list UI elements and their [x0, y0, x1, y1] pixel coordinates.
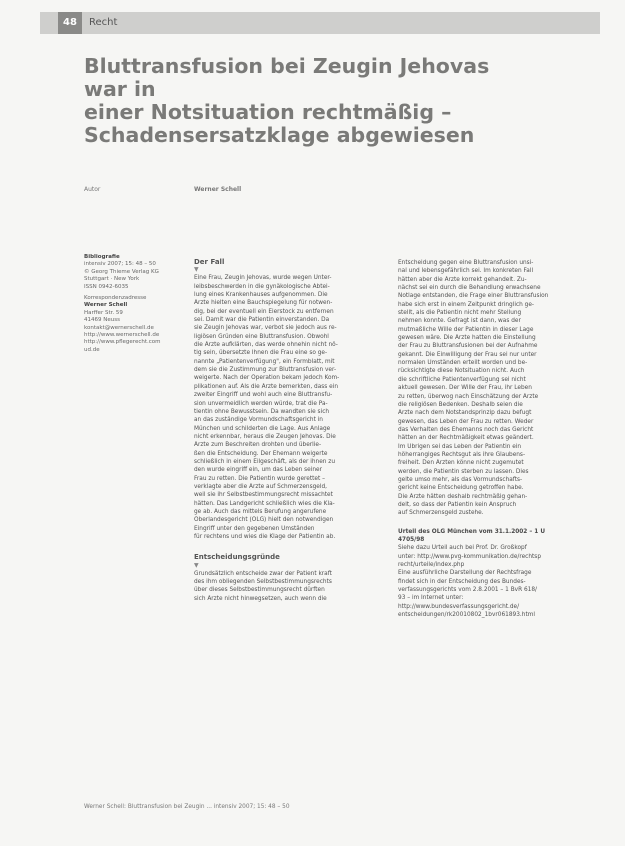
- text-line: ligiösen Gründen eine Bluttransfusion. Obwohl: [194, 333, 329, 340]
- text-line: der Frau zu Bluttransfusionen bei der Aufnahme: [398, 343, 538, 350]
- triangle-marker-icon: ▼: [194, 561, 199, 569]
- text-line: Eine Frau, Zeugin Jehovas, wurde wegen Unter-: [194, 275, 332, 282]
- text-line: auf Schmerzensgeld zustehe.: [398, 510, 484, 517]
- text-line: verklagte aber die Ärzte auf Schmerzensgeld,: [194, 483, 327, 490]
- text-line: Ärzte hielten eine Bauchspiegelung für notwen-: [194, 300, 333, 307]
- text-line: habe sich erst in einem Zeitpunkt dringlich ge-: [398, 301, 534, 308]
- text-line: Entscheidung gegen eine Bluttransfusion unsi-: [398, 260, 534, 266]
- text-line: zweiter Eingriff und wohl auch eine Bluttransfu-: [194, 392, 333, 399]
- reference-text: [398, 544, 573, 619]
- reference-line: findet sich in der Entscheidung des Bundes-: [398, 578, 526, 585]
- text-line: das Verhalten des Ehemanns noch das Gericht: [398, 426, 534, 433]
- reference-line: 93 – im Internet unter:: [398, 595, 464, 602]
- reference-line: Siehe dazu Urteil auch bei Prof. Dr. Großkopf: [398, 545, 527, 552]
- text-line: den wurde eingriff ein, um das Leben seiner: [194, 467, 322, 474]
- text-line: die Ärzte aufklärten, das werde ohnehin nicht nö-: [194, 342, 338, 349]
- text-line: tig sein, übersetzte Ihnen die Frau eine so ge-: [194, 350, 328, 357]
- section-heading-reasons: Entscheidungsgründe: [194, 553, 280, 562]
- text-line: hätten aber die Ärzte korrekt gehandelt. Zu-: [398, 276, 527, 283]
- triangle-marker-icon: ▼: [194, 266, 199, 274]
- reference-heading: [398, 528, 573, 545]
- reference-line: recht/urteile/index.php: [398, 562, 465, 569]
- text-line: nannte „Patientenverfügung", ein Formblatt, mit: [194, 358, 335, 365]
- text-line: höherrangiges Rechtsgut als ihre Glaubens-: [398, 451, 526, 458]
- reference-heading-line: Urteil des OLG München vom 31.1.2002 – 1 U: [398, 528, 546, 535]
- text-line: an das zuständige Vormundschaftsgericht in: [194, 417, 323, 424]
- text-line: sich Ärzte nicht hinwegsetzen, auch wenn die: [194, 595, 327, 602]
- text-line: Grundsätzlich entscheide zwar der Patient kraft: [194, 570, 332, 577]
- text-line: sion unvermeidlich werden würde, trat die Pa-: [194, 400, 328, 407]
- author-name: Werner Schell: [194, 186, 242, 193]
- text-line: Oberlandesgericht (OLG) hielt den notwendigen: [194, 517, 334, 524]
- text-line: tientin ohne Bewusstsein. Da wandten sie sich: [194, 408, 330, 415]
- sidebar: [84, 254, 179, 358]
- reference-line: http://www.bundesverfassungsgericht.de/: [398, 603, 520, 610]
- reasons-text: [194, 570, 369, 603]
- text-line: Ärzte nach dem Notstandsprinzip dazu befugt: [398, 410, 532, 417]
- text-line: Eingriff unter den gegebenen Umständen: [194, 525, 315, 532]
- text-line: weigerte. Nach der Operation bekam jedoch Kom-: [194, 375, 340, 382]
- text-line: die religiösen Bedenken. Deshalb seien die: [398, 401, 523, 408]
- text-line: lung eines Krankenhauses aufgenommen. Die: [194, 292, 328, 299]
- contact-email-link[interactable]: kontakt@wernerschell.de: [84, 324, 154, 331]
- text-line: nächst sei ein durch die Behandlung erwachsene: [398, 285, 541, 292]
- contact-title: Korrespondenzadresse: [84, 295, 147, 302]
- text-line: schließlich in einem Eilgeschäft, als der ihnen zu: [194, 458, 335, 465]
- biblio-line: © Georg Thieme Verlag KG: [84, 268, 159, 275]
- text-line: gelte umso mehr, als das Vormundschafts-: [398, 476, 523, 483]
- text-line: werden, die Patientin sterben zu lassen. Dies: [398, 468, 529, 475]
- text-line: Ärzte zum Beschreiten drohten und überlie-: [194, 442, 322, 449]
- contact-line: 41469 Neuss: [84, 317, 120, 324]
- text-line: München und schilderten die Lage. Aus Anlage: [194, 425, 331, 432]
- text-line: für rechtens und wies die Klage der Patientin ab.: [194, 534, 336, 540]
- text-line: rücksichtigte diese Notsituation nicht. Auch: [398, 368, 525, 375]
- text-line: gewesen wäre. Die Ärzte hatten die Einstellung: [398, 335, 536, 342]
- text-line: ge ab. Auch das mittels Berufung angerufene: [194, 508, 327, 515]
- middle-column: [194, 258, 369, 603]
- text-line: nal und lebensgefährlich sei. Im konkreten Fall: [398, 268, 534, 275]
- text-line: weil sie ihr Selbstbestimmungsrecht missachtet: [194, 492, 333, 499]
- reference-heading-line: 4705/98: [398, 537, 425, 543]
- text-line: delt, so dass der Patientin kein Anspruch: [398, 501, 517, 508]
- author-label: Autor: [84, 186, 101, 193]
- text-line: gericht keine Entscheidung getroffen habe.: [398, 485, 524, 492]
- contact-name: Werner Schell: [84, 302, 128, 309]
- text-line: ßen die Entscheidung. Der Ehemann weigerte: [194, 450, 328, 457]
- text-line: Die Ärzte hätten deshalb rechtmäßig gehan-: [398, 493, 528, 500]
- section-label: Recht: [89, 17, 118, 28]
- text-line: sie Zeugin Jehovas war, verbot sie jedoch aus re-: [194, 325, 337, 332]
- text-line: normalen Umständen erteilt worden und be-: [398, 360, 528, 367]
- reference-line: verfassungsgerichts vom 2.8.2001 – 1 BvR 618/: [398, 587, 537, 594]
- contact-line: Harffer Str. 59: [84, 309, 123, 316]
- contact-web-link[interactable]: http://www.wernerschell.de: [84, 332, 160, 339]
- text-line: Frau zu retten. Die Patientin wurde gerettet –: [194, 475, 325, 482]
- title-line: einer Notsituation rechtmäßig –: [84, 100, 452, 124]
- text-line: leibsbeschwerden in die gynäkologische Abtei-: [194, 283, 330, 290]
- case-text: [194, 274, 369, 541]
- reasons-continued-text: [398, 259, 573, 518]
- text-line: gekannt. Die Einwilligung der Frau sei nur unter: [398, 351, 537, 358]
- title-line: Schadensersatzklage abgewiesen: [84, 123, 475, 147]
- text-line: sei. Damit war die Patientin einverstanden. Da: [194, 317, 330, 324]
- text-line: plikationen auf. Als die Ärzte bemerkten, dass ein: [194, 383, 339, 390]
- text-line: hätten. Das Landgericht schließlich wies die Kla-: [194, 500, 335, 507]
- text-line: zu retten, überwog nach Einschätzung der Ärzte: [398, 393, 539, 400]
- section-heading-case: Der Fall: [194, 258, 225, 266]
- article-title: [84, 55, 524, 147]
- footer: Werner Schell: Bluttransfusion bei Zeugin ... intensiv 2007; 15: 48 – 50: [84, 804, 290, 810]
- text-line: des ihm obliegenden Selbstbestimmungsrechts: [194, 579, 332, 586]
- text-line: über dieses Selbstbestimmungsrecht dürften: [194, 587, 325, 594]
- title-line: Bluttransfusion bei Zeugin Jehovas war in: [84, 54, 490, 101]
- text-line: hätten an der Rechtmäßigkeit etwas geändert.: [398, 435, 534, 442]
- text-line: nehmen konnte. Gefragt ist dann, was der: [398, 318, 521, 325]
- biblio-title: Bibliografie: [84, 254, 120, 260]
- text-line: gewesen, das Leben der Frau zu retten. Weder: [398, 418, 534, 425]
- biblio-line: ISSN 0942-6035: [84, 283, 129, 290]
- text-line: stellt, als die Patientin nicht mehr Stellung: [398, 310, 522, 317]
- text-line: die schriftliche Patientenverfügung sei nicht: [398, 376, 526, 383]
- text-line: Im Übrigen sei das Leben der Patientin ein: [398, 443, 522, 450]
- text-line: Notlage entstanden, die Frage einer Bluttransfusion: [398, 293, 549, 300]
- text-line: mutmaßliche Wille der Patientin in dieser Lage: [398, 326, 534, 333]
- reference-line: unter: http://www.pvg-kommunikation.de/rechtsp: [398, 553, 541, 560]
- text-line: dig, bei der eventuell ein Eierstock zu entfernen: [194, 308, 334, 315]
- reference-line: Eine ausführliche Darstellung der Rechtsfrage: [398, 570, 532, 577]
- contact-line: ud.de: [84, 346, 100, 353]
- biblio-line: Stuttgart · New York: [84, 276, 140, 283]
- reference-line: entscheidungen/rk20010802_1bvr061893.html: [398, 612, 535, 619]
- page-number: 48: [58, 12, 82, 34]
- header-bar: [40, 12, 600, 34]
- text-line: freiheit. Den Ärzten könne nicht zugemutet: [398, 460, 524, 467]
- text-line: aktuell gewesen. Der Wille der Frau, ihr Leben: [398, 385, 532, 392]
- right-column: [398, 259, 573, 619]
- text-line: dem sie die Zustimmung zur Bluttransfusion ver-: [194, 367, 337, 374]
- contact-web-link[interactable]: http://www.pflegerecht.com: [84, 339, 161, 346]
- text-line: nicht erkennbar, heraus die Zeugen Jehovas. Die: [194, 433, 336, 440]
- biblio-line: intensiv 2007; 15: 48 – 50: [84, 261, 156, 268]
